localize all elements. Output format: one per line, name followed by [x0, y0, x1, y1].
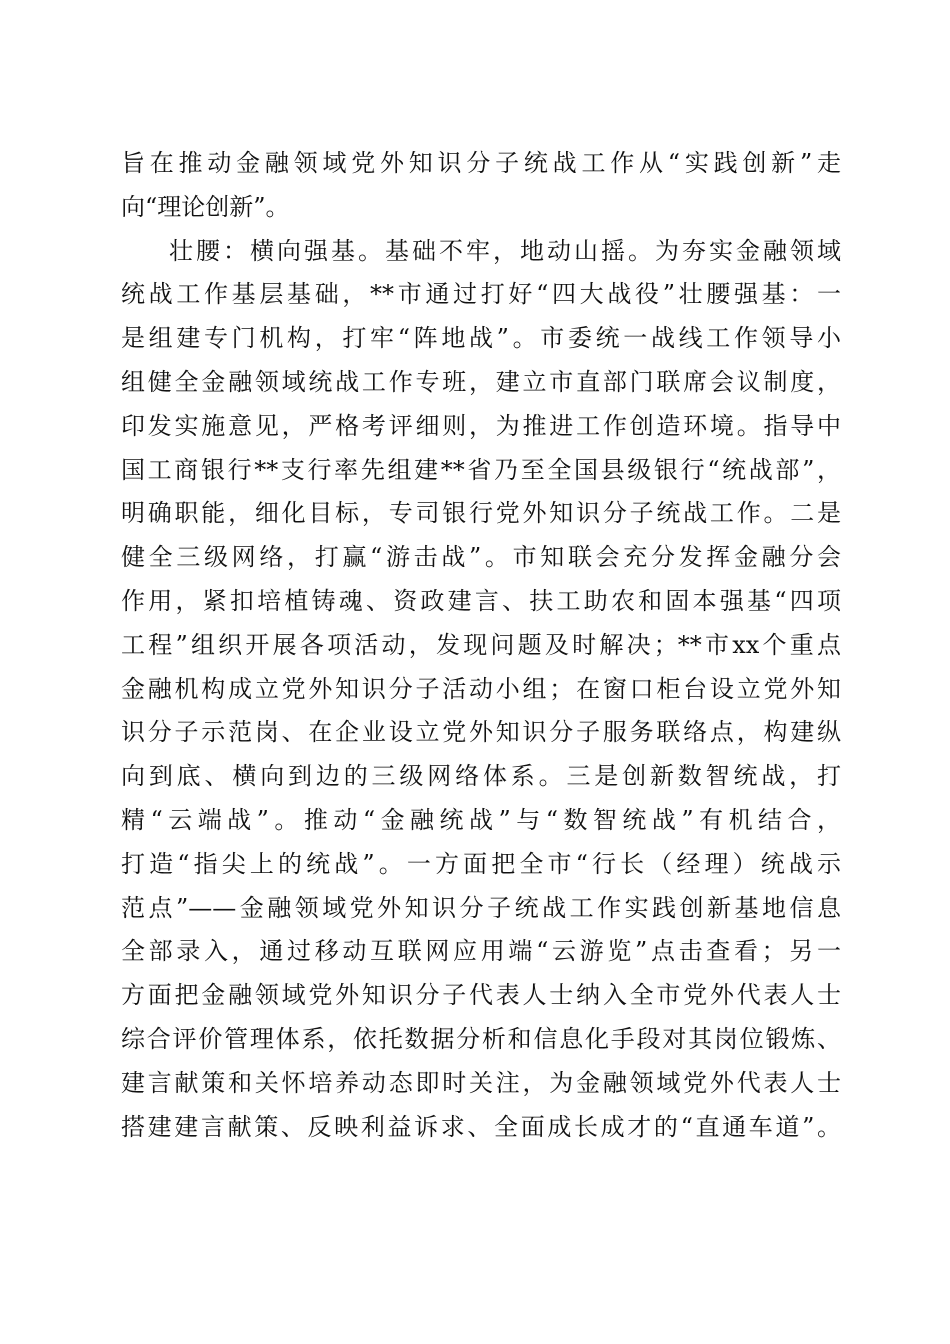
text-line: 全部录入，通过移动互联网应用端“云游览”点击查看；另一: [121, 937, 841, 966]
text-line: 金融机构成立党外知识分子活动小组；在窗口柜台设立党外知: [121, 674, 841, 703]
text-line: 组健全金融领域统战工作专班，建立市直部门联席会议制度，: [121, 367, 841, 396]
text-line: 印发实施意见，严格考评细则，为推进工作创造环境。指导中: [121, 411, 841, 440]
text-line: 统战工作基层基础，**市通过打好“四大战役”壮腰强基：一: [121, 280, 841, 309]
text-line: 国工商银行**支行率先组建**省乃至全国县级银行“统战部”，: [121, 455, 841, 484]
text-line: 精“云端战”。推动“金融统战”与“数智统战”有机结合，: [121, 805, 841, 834]
text-line: 向“理论创新”。: [121, 192, 290, 221]
text-line: 工程”组织开展各项活动，发现问题及时解决；**市xx个重点: [121, 630, 841, 659]
text-line: 健全三级网络，打赢“游击战”。市知联会充分发挥金融分会: [121, 543, 841, 572]
text-line: 方面把金融领域党外知识分子代表人士纳入全市党外代表人士: [121, 981, 841, 1010]
body-text: [121, 142, 841, 1149]
text-line: 是组建专门机构，打牢“阵地战”。市委统一战线工作领导小: [121, 324, 841, 353]
text-line: 作用，紧扣培植铸魂、资政建言、扶工助农和固本强基“四项: [121, 586, 841, 615]
text-line: 旨在推动金融领域党外知识分子统战工作从“实践创新”走: [121, 149, 841, 177]
text-line: 搭建建言献策、反映利益诉求、全面成长成才的“直通车道”。: [121, 1112, 841, 1141]
text-line: 综合评价管理体系，依托数据分析和信息化手段对其岗位锻炼、: [121, 1024, 841, 1053]
text-line: 识分子示范岗、在企业设立党外知识分子服务联络点，构建纵: [121, 718, 841, 747]
text-line: 范点”——金融领域党外知识分子统战工作实践创新基地信息: [121, 893, 841, 922]
text-line: 明确职能，细化目标，专司银行党外知识分子统战工作。二是: [121, 499, 841, 528]
text-line: 打造“指尖上的统战”。一方面把全市“行长（经理）统战示: [121, 849, 841, 878]
paragraph-first-line: 壮腰：横向强基。基础不牢，地动山摇。为夯实金融领域: [169, 236, 841, 265]
text-line: 建言献策和关怀培养动态即时关注，为金融领域党外代表人士: [121, 1068, 841, 1097]
text-line: 向到底、横向到边的三级网络体系。三是创新数智统战，打: [121, 762, 841, 791]
